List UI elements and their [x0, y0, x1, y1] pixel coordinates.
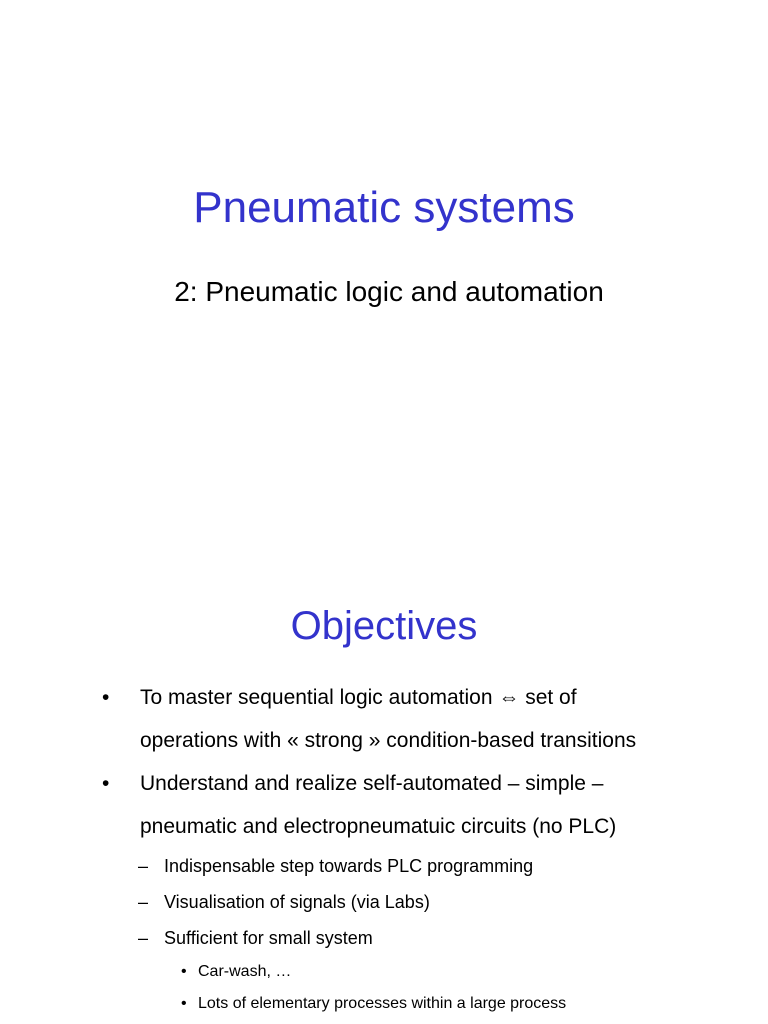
- bullet-text-line: operations with « strong » condition-based transitions: [140, 729, 637, 752]
- bullet-text-line: pneumatic and electropneumatuic circuits (no PLC): [140, 815, 617, 838]
- bullet-text-line: Understand and realize self-automated – simple –: [140, 772, 604, 795]
- dash-marker: –: [138, 928, 149, 948]
- sub-sub-bullet-text: Lots of elementary processes within a large process: [198, 995, 567, 1012]
- sub-bullet-item: [0, 884, 768, 920]
- sub-bullet-item: [0, 848, 768, 884]
- bullet-item: [0, 762, 768, 848]
- slide-subtitle: 2: Pneumatic logic and automation: [174, 276, 604, 307]
- objectives-slide: [0, 512, 768, 1024]
- bullet-text-line: To master sequential logic automation ⇔ set of: [140, 686, 577, 709]
- sub-bullet-text: Visualisation of signals (via Labs): [164, 892, 430, 912]
- bullet-marker: •: [181, 995, 187, 1012]
- sub-bullet-text: Indispensable step towards PLC programming: [164, 856, 534, 876]
- dash-marker: –: [138, 856, 149, 876]
- bullet-marker: •: [102, 686, 110, 709]
- objectives-title: Objectives: [290, 604, 478, 648]
- bullet-marker: •: [102, 772, 110, 795]
- bullet-marker: •: [181, 963, 187, 980]
- sub-sub-bullet-item: [0, 988, 768, 1020]
- slide-title: Pneumatic systems: [193, 183, 575, 232]
- dash-marker: –: [138, 892, 149, 912]
- sub-bullet-item: [0, 920, 768, 956]
- sub-bullet-text: Sufficient for small system: [164, 928, 373, 948]
- bullet-item: [0, 676, 768, 762]
- sub-sub-bullet-text: Car-wash, …: [198, 963, 292, 980]
- sub-sub-bullet-item: [0, 956, 768, 988]
- objectives-list: [0, 676, 768, 1020]
